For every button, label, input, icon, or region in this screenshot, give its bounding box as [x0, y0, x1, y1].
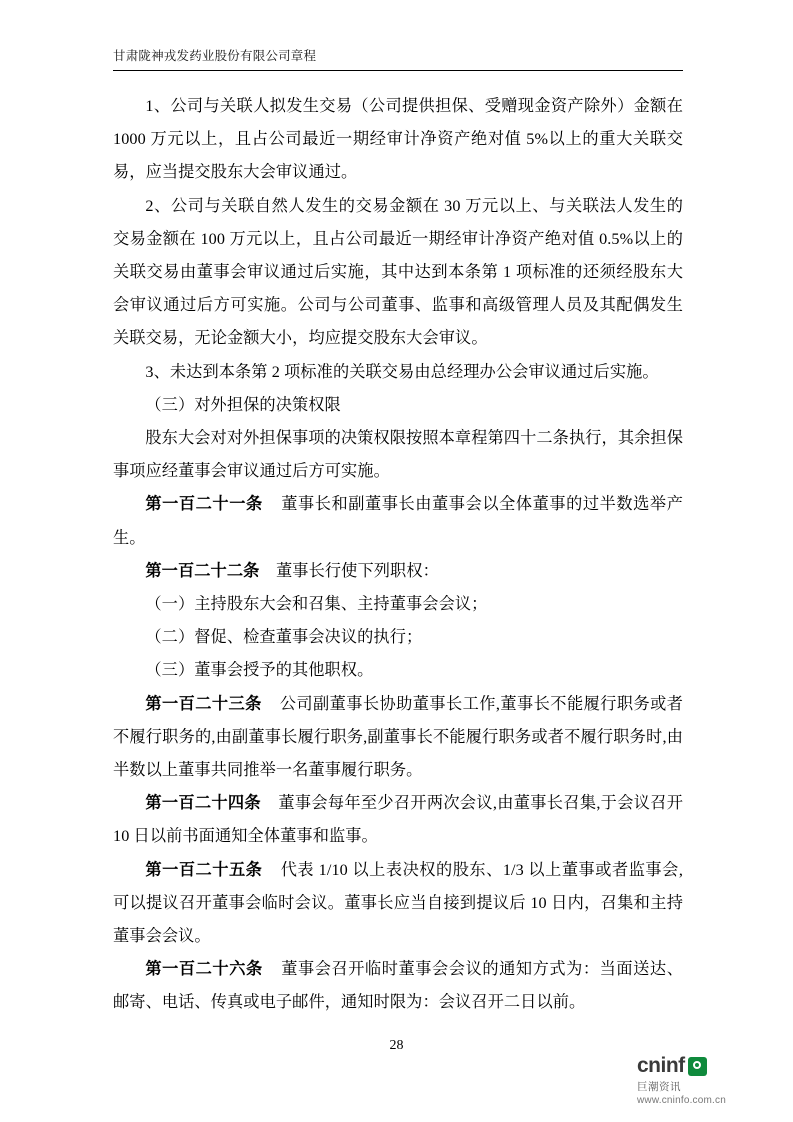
article-title: 第一百二十三条: [145, 694, 262, 713]
logo-wordmark: cninf: [637, 1054, 685, 1077]
article-text: 董事会召开临时董事会会议的通知方式为：当面送达、邮寄、电话、传真或电子邮件，通知时限为：会议召开二日以前。: [113, 960, 683, 1012]
article-text: 董事会每年至少召开两次会议,由董事长召集,于会议召开 10 日以前书面通知全体董事和监事。: [113, 794, 683, 846]
paragraph: 3、未达到本条第 2 项标准的关联交易由总经理办公会审议通过后实施。: [145, 362, 659, 381]
article-text: 董事长和副董事长由董事会以全体董事的过半数选举产生。: [113, 495, 683, 547]
article-sub-item: （一）主持股东大会和召集、主持董事会会议；: [145, 595, 488, 614]
article-title: 第一百二十六条: [145, 960, 263, 979]
article-text: 董事长行使下列职权：: [276, 561, 439, 580]
header-divider: [113, 70, 683, 71]
article-sub-item: （二）督促、检查董事会决议的执行；: [145, 628, 423, 647]
paragraph: 2、公司与关联自然人发生的交易金额在 30 万元以上、与关联法人发生的交易金额在 100 万元以上，且占公司最近一期经审计净资产绝对值 0.5%以上的关联交易由董事会审议通过后实施，其中达到本条第 1 项标准的还须经股东大会审议通过后方可实施。公司与公司董事、监事和高级管理人员及其配偶发生关联交易，无论金额大小，均应提交股东大会审议。: [113, 196, 683, 348]
page-header: 甘肃陇神戎发药业股份有限公司章程: [113, 49, 317, 63]
cninfo-logo: [637, 1054, 765, 1106]
page-number: 28: [389, 1038, 404, 1053]
article-block: [113, 688, 683, 788]
article-title: 第一百二十五条: [145, 860, 263, 879]
paragraph: 股东大会对对外担保事项的决策权限按照本章程第四十二条执行，其余担保事项应经董事会审议通过后方可实施。: [113, 429, 683, 481]
cninfo-mark-icon: [688, 1057, 707, 1076]
article-block: [113, 953, 683, 1019]
logo-subtitle: 巨潮资讯: [637, 1081, 681, 1093]
article-block: [113, 787, 683, 853]
article-block: [113, 854, 683, 954]
article-block: [113, 488, 683, 554]
article-text: 公司副董事长协助董事长工作,董事长不能履行职务或者不履行职务的,由副董事长履行职务,副董事长不能履行职务或者不履行职务时,由半数以上董事共同推举一名董事履行职务。: [113, 694, 683, 780]
paragraph: （三）对外担保的决策权限: [145, 395, 341, 414]
article-title: 第一百二十二条: [145, 561, 260, 580]
logo-url: www.cninfo.com.cn: [637, 1095, 726, 1106]
paragraph: 1、公司与关联人拟发生交易（公司提供担保、受赠现金资产除外）金额在 1000 万元以上，且占公司最近一期经审计净资产绝对值 5%以上的重大关联交易，应当提交股东大会审议通过。: [113, 97, 683, 182]
article-title: 第一百二十四条: [145, 794, 261, 813]
article-sub-item: （三）董事会授予的其他职权。: [145, 661, 374, 680]
document-body: [113, 90, 683, 1020]
article-text: 代表 1/10 以上表决权的股东、1/3 以上董事或者监事会,可以提议召开董事会临时会议。董事长应当自接到提议后 10 日内，召集和主持董事会会议。: [113, 860, 683, 946]
article-title: 第一百二十一条: [145, 495, 263, 514]
article-block: [113, 555, 683, 588]
